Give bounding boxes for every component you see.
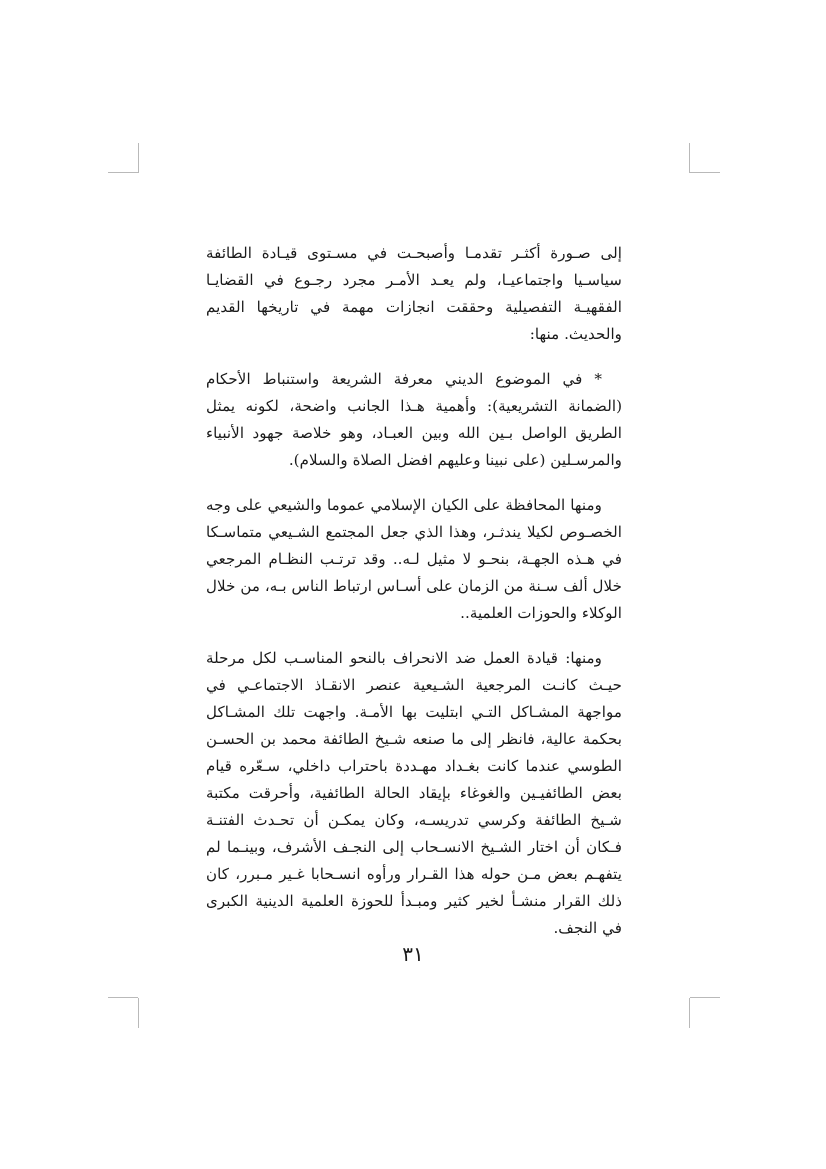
crop-mark-top-right-vertical bbox=[689, 143, 690, 173]
crop-mark-top-left-vertical bbox=[138, 143, 139, 173]
crop-mark-bottom-right-horizontal bbox=[690, 997, 720, 998]
crop-mark-top-left-horizontal bbox=[108, 172, 138, 173]
paragraph-3: ومنها المحافظة على الكيان الإسلامي عموما والشيعي على وجه الخصـوص لكيلا يندثـر، وهذا الذي جعل المجتمع الشـيعي متماسـكا في هـذه الجهـة، بنحـو لا مثيل لـه.. وقد ترتـب النظـام المرجعي خلال ألف سـنة من الزمان على أسـاس ارتباط الناس بـه، من خلال الوكلاء والحوزات العلمية.. bbox=[206, 496, 622, 622]
page-number: ٣١ bbox=[402, 942, 424, 966]
paragraph-2: * في الموضوع الديني معرفة الشريعة واستنباط الأحكام (الضمانة التشريعية): وأهمية هـذا الجانب واضحة، لكونه يمثل الطريق الواصل بـين الله وبين العبـاد، وهو خلاصة جهود الأنبياء والمرسـلين (على نبينا وعليهم افضل الصلاة والسلام). bbox=[206, 370, 622, 469]
crop-mark-bottom-left-vertical bbox=[138, 998, 139, 1028]
crop-mark-top-right-horizontal bbox=[690, 172, 720, 173]
crop-mark-bottom-left-horizontal bbox=[108, 997, 138, 998]
paragraph-4: ومنها: قيادة العمل ضد الانحراف بالنحو المناسـب لكل مرحلة حيـث كانـت المرجعية الشـيعية عنصر الانقـاذ الاجتماعـي في مواجهة المشـاكل التـي ابتليت بها الأمـة. واجهت تلك المشـاكل بحكمة عالية، فانظر إلى ما صنعه شـيخ الطائفة محمد بن الحسـن الطوسي عندما كانت بغـداد مهـددة باحتراب داخلي، سـعّره قيام بعض الطائفيـين والغوغاء بإيقاد الحالة الطائفية، وأحرقت مكتبة شـيخ الطائفة وكرسي تدريسـه، وكان يمكـن أن تحـدث الفتنـة فـكان أن اختار الشـيخ الانسـحاب إلى النجـف الأشرف، وبينـما لم يتفهـم بعض مـن حوله هذا القـرار ورأوه انسـحابا غـير مـبرر، كان ذلك القرار منشـأ لخير كثير ومبـدأ للحوزة العلمية الدينية الكبرى في النجف. bbox=[206, 649, 622, 937]
page-body-text bbox=[206, 240, 622, 960]
crop-mark-bottom-right-vertical bbox=[689, 998, 690, 1028]
paragraph-1: إلى صـورة أكثـر تقدمـا وأصبحـت في مسـتوى قيـادة الطائفة سياسـيا واجتماعيـا، ولم يعـد الأمـر مجرد رجـوع في القضايـا الفقهيـة التفصيلية وحققت انجازات مهمة في تاريخها القديم والحديث. منها: bbox=[206, 244, 622, 343]
